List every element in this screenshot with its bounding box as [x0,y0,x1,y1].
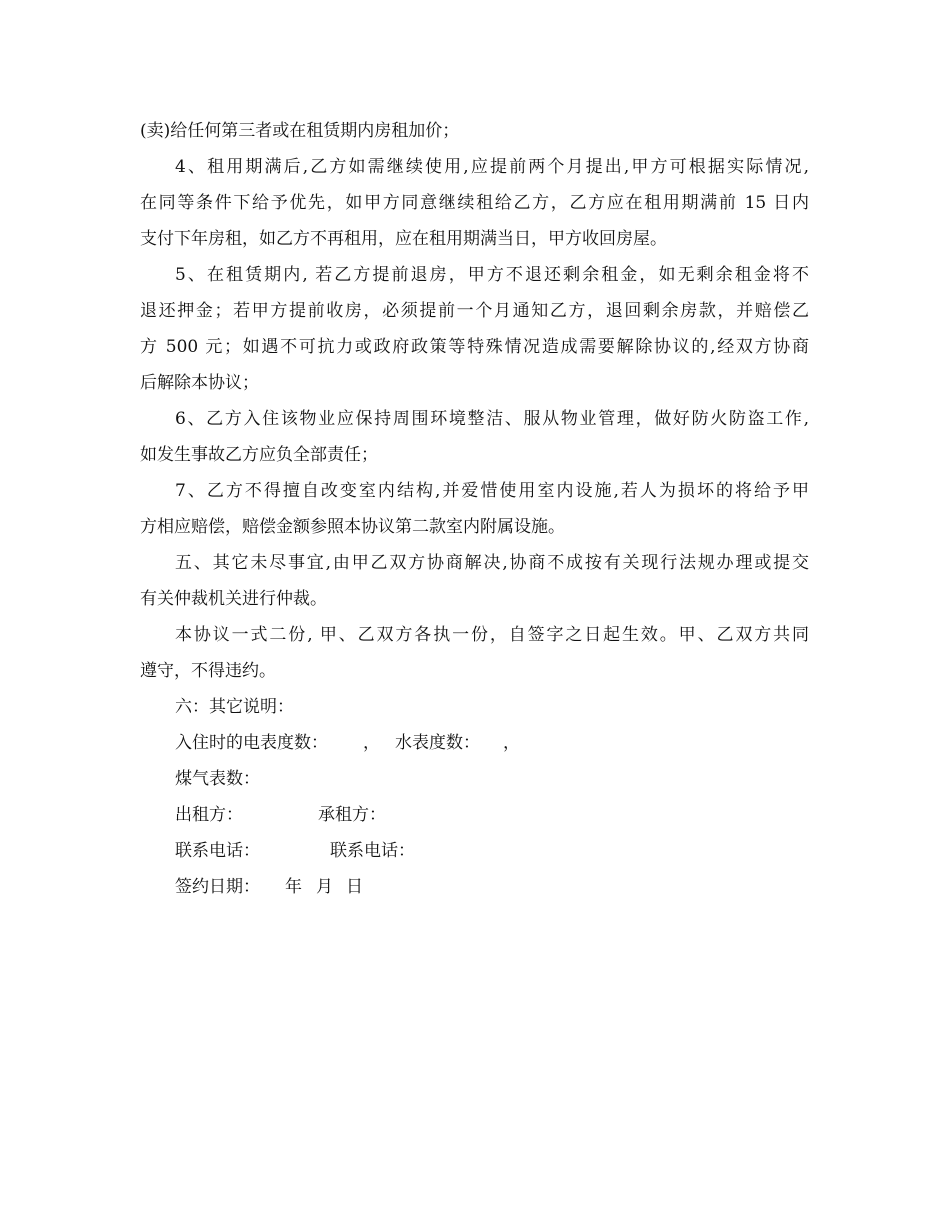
clause-4-line-2: 在同等条件下给予优先，如甲方同意继续租给乙方，乙方应在租用期满前 15 日内 [140,193,809,213]
section-5-line-1: 五、其它未尽事宜,由甲乙双方协商解决,协商不成按有关现行法规办理或提交 [175,553,809,573]
electric-meter-separator: ， [363,733,380,753]
clause-4-line-1: 4、租用期满后,乙方如需继续使用,应提前两个月提出,甲方可根据实际情况, [175,157,809,177]
signing-date-label: 签约日期： [175,877,260,897]
gas-meter-label: 煤气表数： [175,769,260,789]
lessee-phone-label: 联系电话： [330,841,415,861]
section-5-line-2: 有关仲裁机关进行仲裁。 [140,589,327,609]
clause-6-line-2: 如发生事故乙方应负全部责任； [140,445,378,465]
clause-5-line-1: 5、在租赁期内, 若乙方提前退房，甲方不退还剩余租金，如无剩余租金将不 [175,265,809,285]
clause-4-line-3: 支付下年房租，如乙方不再租用，应在租用期满当日，甲方收回房屋。 [140,229,667,249]
clause-5-line-3: 方 500 元；如遇不可抗力或政府政策等特殊情况造成需要解除协议的,经双方协商 [140,337,809,357]
date-month: 月 [316,877,333,897]
copies-line-2: 遵守，不得违约。 [140,661,276,681]
date-year: 年 [285,877,302,897]
lessee-label: 承租方： [318,805,386,825]
lessor-label: 出租方： [175,805,243,825]
clause-6-line-1: 6、乙方入住该物业应保持周围环境整洁、服从物业管理，做好防火防盗工作, [175,409,809,429]
lessor-phone-label: 联系电话： [175,841,260,861]
copies-line-1: 本协议一式二份, 甲、乙双方各执一份，自签字之日起生效。甲、乙双方共同 [175,625,809,645]
clause-7-line-1: 7、乙方不得擅自改变室内结构,并爱惜使用室内设施,若人为损坏的将给予甲 [175,481,809,501]
clause-5-line-4: 后解除本协议； [140,373,259,393]
section-6-title: 六：其它说明： [175,697,294,717]
clause-5-line-2: 退还押金；若甲方提前收房，必须提前一个月通知乙方，退回剩余房款，并赔偿乙 [140,301,809,321]
paragraph-continuation: (卖)给任何第三者或在租赁期内房租加价； [140,121,460,141]
electric-meter-label: 入住时的电表度数： [175,733,328,753]
water-meter-label: 水表度数： [395,733,480,753]
clause-7-line-2: 方相应赔偿，赔偿金额参照本协议第二款室内附属设施。 [140,517,565,537]
water-meter-separator: ， [503,733,520,753]
date-day: 日 [346,877,363,897]
